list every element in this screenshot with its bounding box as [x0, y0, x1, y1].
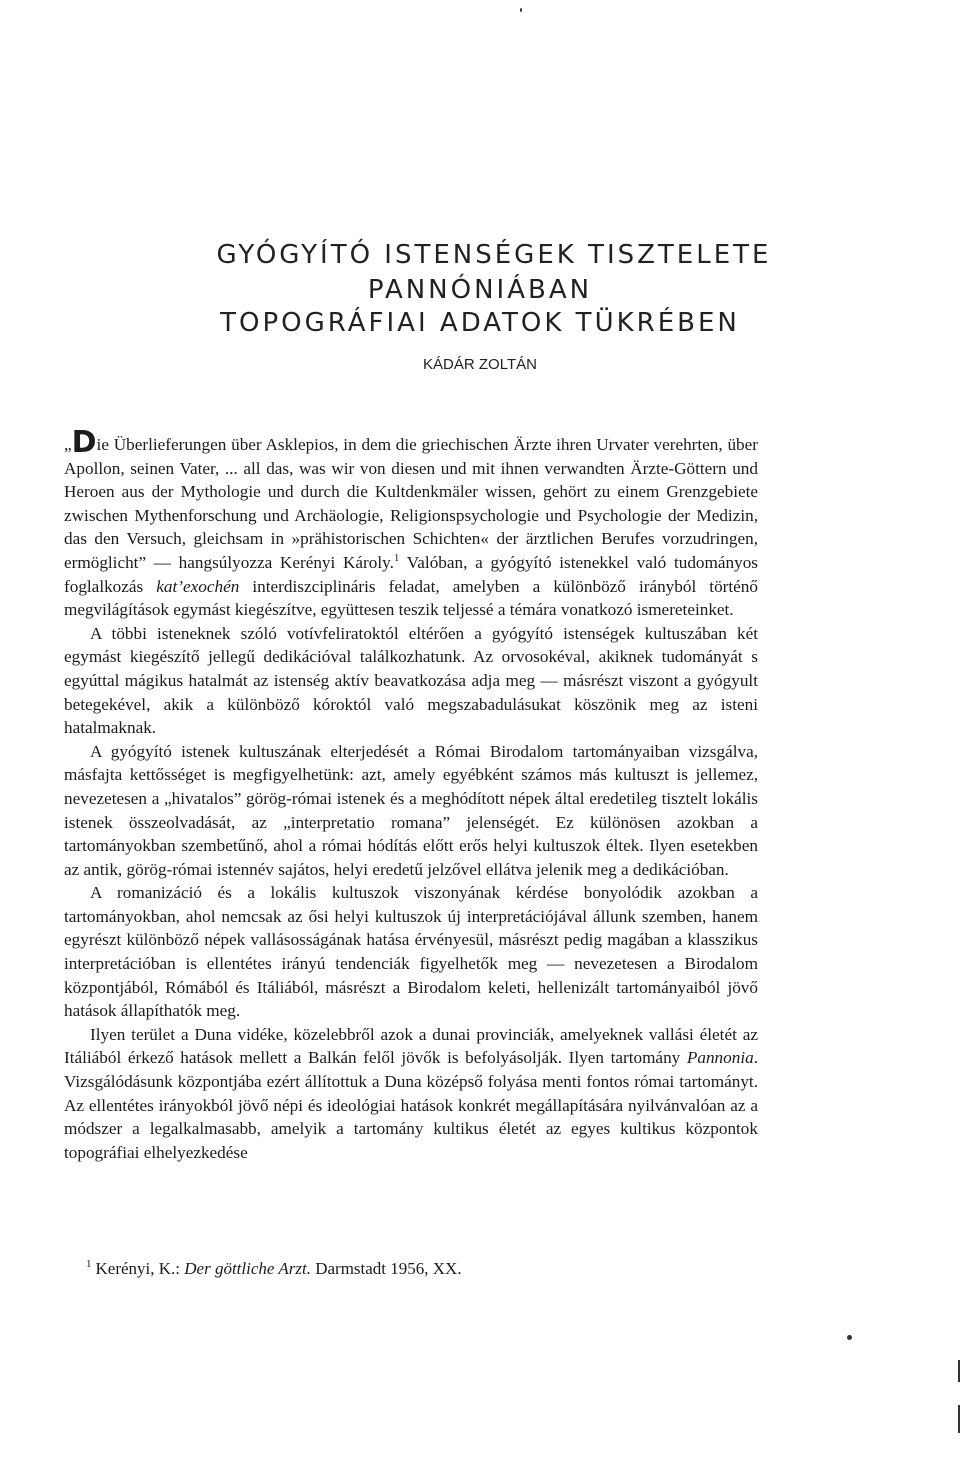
scan-speck: [520, 8, 522, 12]
footnote-reference: 1: [393, 551, 400, 564]
opening-quote: „: [64, 435, 72, 454]
paragraph-5-italic: Pannonia: [686, 1048, 754, 1068]
paragraph-5-text-b: . Vizsgálódásunk központjába ezért állítottuk a Duna középső folyása menti fontos római tartományt. Az ellentétes irányokból jövő népi és ideológiai hatások konkrét megállapítására nyilvánvalóan az a módszer a legalkalmasabb, amelyik a tartomány kultikus életét az egyes kultikus központok topográfiai elhelyezkedése: [64, 1048, 758, 1162]
footnote-number: 1: [86, 1258, 92, 1270]
footnote-title: Der göttliche Arzt.: [184, 1259, 311, 1278]
paragraph-1: [64, 425, 758, 622]
paragraph-5: [64, 1023, 758, 1165]
article-title-line-2: PANNÓNIÁBAN: [367, 275, 593, 305]
paragraph-2: A többi isteneknek szóló votívfeliratoktól eltérően a gyógyító istenségek kultuszában két egymást kiegészítő jellegű dedikációval találkozhatunk. Az orvosokéval, akiknek tudományát s egyúttal mágikus hatalmát az istenség aktív beavatkozása adja meg — másrészt viszont a gyógyult betegekével, akik a különböző kóroktól való megszabadulásukat köszönik meg az isteni hatalmaknak.: [64, 623, 758, 738]
footnote-author: Kerényi, K.:: [95, 1259, 185, 1278]
paragraph-1-text-a: ie Überlieferungen über Asklepios, in dem die griechischen Ärzte ihren Urvater verehrten, über Apollon, seinen Vater, ... all das, was wir von diesen und mit ihnen verwandten Ärzte-Göttern und Heroen aus der Mythologie und durch die Kultdenkmäler wissen, gehört zu einem Grenzgebiete zwischen Mythenforschung und Archäologie, Religionspsychologie und Psychologie der Medizin, das den Versuch, gleichsam in »prähistorischen Schichten« der ärztlichen Berufes vorzudringen, ermöglicht” — hangsúlyozza Kerényi Károly.: [64, 435, 758, 572]
paragraph-1-italic: kat’exochén: [156, 576, 240, 596]
paragraph-4: A romanizáció és a lokális kultuszok viszonyának kérdése bonyolódik azokban a tartományokban, ahol nemcsak az ősi helyi kultuszok új interpretációjával állunk szemben, hanem egyrészt különböző népek vallásosságának hatása érvényesül, másrészt pedig magában a klasszikus interpretációban is ellentétes irányú tendenciák figyelhetők meg — nevezetesen a Birodalom központjából, Rómából és Itáliából, másrészt a Birodalom keleti, hellenizált tartományaiból jövő hatások állapíthatók meg.: [64, 883, 758, 1021]
author-name: KÁDÁR ZOLTÁN: [423, 356, 537, 373]
paragraph-3: A gyógyító istenek kultuszának elterjedését a Római Birodalom tartományaiban vizsgálva, másfajta kettősséget is megfigyelhetünk: azt, amely egyébként számos más kultuszt is jellemez, nevezetesen a „hivatalos” görög-római istenek és a meghódított népek által eredetileg tisztelt lokális istenek összeolvadását, az „interpretatio romana” jelenségét. Ez különösen azokban a tartományokban szembetűnő, ahol a római hódítás előtt erős helyi kultuszok éltek. Ilyen esetekben az antik, görög-római istennév sajátos, helyi eredetű jelzővel ellátva jelenik meg a dedikációban.: [64, 741, 758, 879]
article-title-line-3: TOPOGRÁFIAI ADATOK TÜKRÉBEN: [220, 308, 740, 338]
paragraph-1-text-c: interdiszciplináris feladat, amelyben a különböző irányból történő megvilágítások egymást kiegészítve, együttesen teszik teljessé a témára vonatkozó ismereteinket.: [64, 576, 758, 620]
scan-speck: [847, 1335, 852, 1340]
footnote: [86, 1258, 766, 1279]
article-body: [64, 425, 758, 1164]
paragraph-1-text-b: Valóban, a gyógyító istenekkel való tudományos foglalkozás: [64, 552, 758, 596]
article-title-line-1: GYÓGYÍTÓ ISTENSÉGEK TISZTELETE: [216, 240, 772, 270]
drop-cap: D: [71, 425, 97, 460]
paragraph-5-text-a: Ilyen terület a Duna vidéke, közelebbről azok a dunai provinciák, amelyeknek vallási életét az Itáliából érkező hatások mellett a Balkán felől jövők is befolyásolják. Ilyen tartomány: [64, 1024, 758, 1068]
footnote-rest: Darmstadt 1956, XX.: [310, 1259, 462, 1278]
